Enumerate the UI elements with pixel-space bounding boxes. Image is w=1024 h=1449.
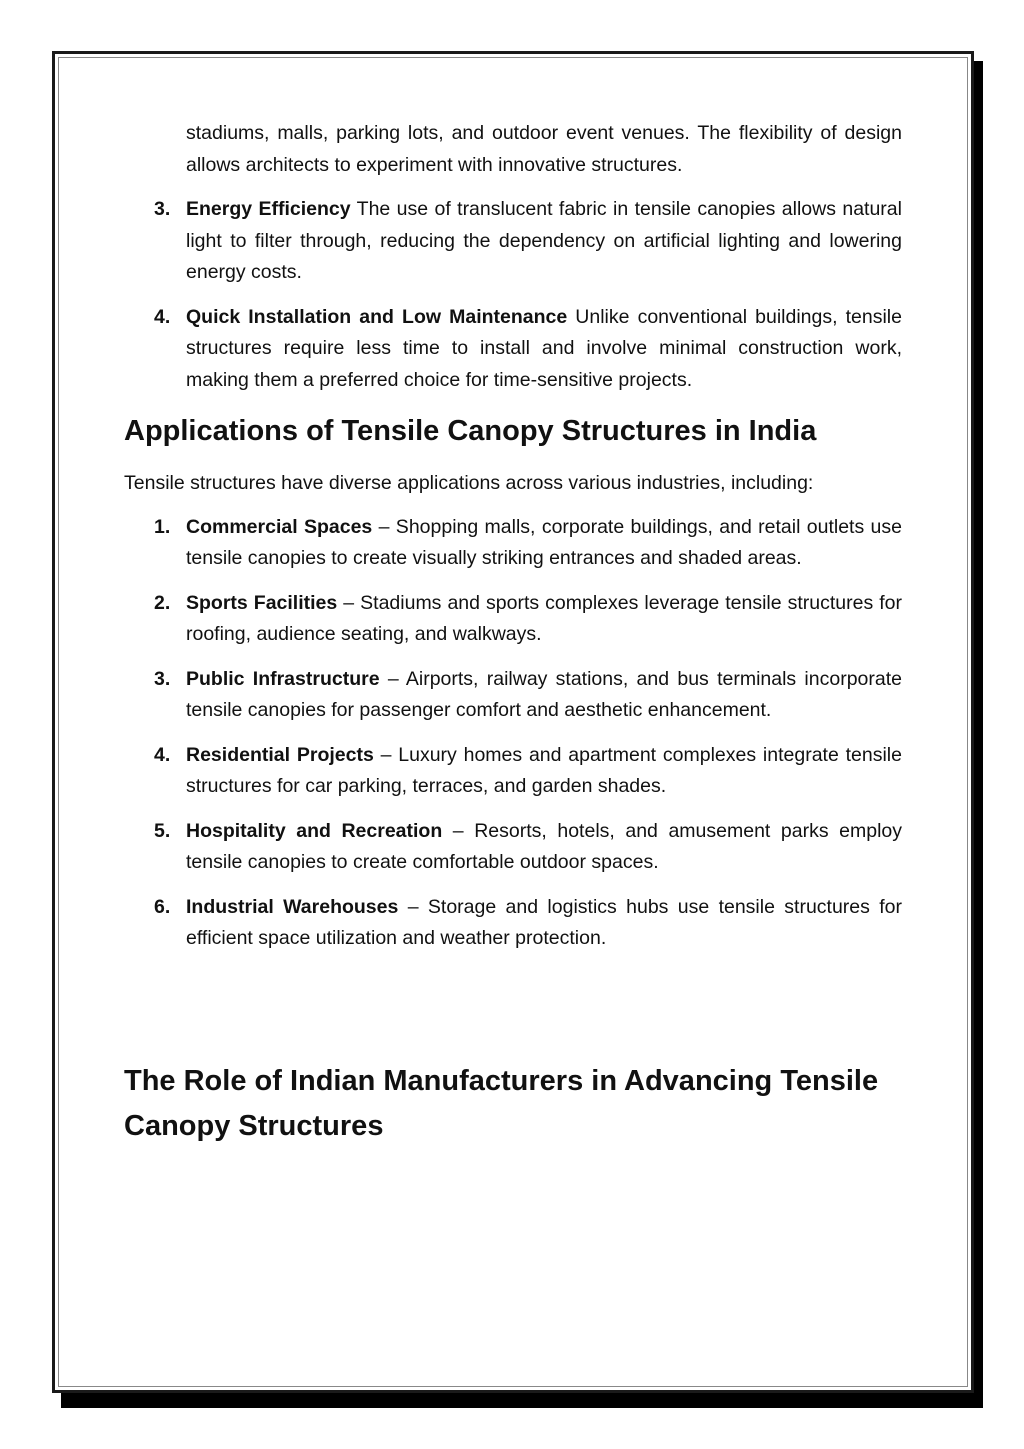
applications-list — [124, 512, 902, 955]
list-item-lead: Industrial Warehouses — [186, 895, 399, 918]
list-item — [124, 118, 902, 181]
list-item — [124, 740, 902, 803]
list-item — [124, 588, 902, 651]
list-item — [124, 664, 902, 727]
applications-heading: Applications of Tensile Canopy Structures in India — [124, 415, 817, 447]
list-item — [124, 194, 902, 289]
list-item — [124, 892, 902, 955]
list-item-text: stadiums, malls, parking lots, and outdoor event venues. The flexibility of design allows architects to experiment with innovative structures. — [186, 122, 902, 176]
list-item-lead: Hospitality and Recreation — [186, 819, 443, 842]
list-number: 3. — [154, 667, 171, 690]
list-item-text: – Storage and logistics hubs use tensile structures for efficient space utilization and weather protection. — [186, 895, 903, 949]
list-item-text: – Stadiums and sports complexes leverage tensile structures for roofing, audience seating, and walkways. — [186, 591, 902, 645]
list-item-lead: Residential Projects — [186, 743, 374, 766]
list-number: 3. — [154, 198, 171, 220]
list-item — [124, 302, 902, 397]
list-item-text: The use of translucent fabric in tensile canopies allows natural light to filter through, reducing the dependency on artificial lighting and lowering energy costs. — [186, 198, 902, 283]
list-item-lead: Energy Efficiency — [186, 198, 351, 220]
benefits-list-continued — [124, 118, 902, 396]
list-number: 2. — [154, 591, 171, 614]
list-item-lead: Quick Installation and Low Maintenance — [186, 305, 568, 328]
page-content — [124, 118, 902, 1149]
list-number: 4. — [154, 305, 171, 328]
list-item-lead: Public Infrastructure — [186, 667, 380, 690]
list-item-text: Unlike conventional buildings, tensile structures require less time to install and involve minimal construction work, making them a preferred choice for time-sensitive projects. — [186, 305, 902, 391]
list-item — [124, 816, 902, 879]
applications-intro: Tensile structures have diverse applications across various industries, including: — [124, 472, 814, 494]
list-item — [124, 512, 902, 575]
list-number: 6. — [154, 895, 171, 918]
list-item-text: – Luxury homes and apartment complexes integrate tensile structures for car parking, terraces, and garden shades. — [186, 743, 902, 797]
list-number: 5. — [154, 819, 171, 842]
list-item-lead: Commercial Spaces — [186, 515, 373, 538]
role-section-heading: The Role of Indian Manufacturers in Advancing Tensile Canopy Structures — [124, 1064, 879, 1142]
list-number: 1. — [154, 515, 171, 538]
list-item-text: – Shopping malls, corporate buildings, and retail outlets use tensile canopies to create visually striking entrances and shaded areas. — [186, 515, 902, 569]
list-item-text: – Airports, railway stations, and bus terminals incorporate tensile canopies for passenger comfort and aesthetic enhancement. — [186, 667, 902, 721]
list-item-lead: Sports Facilities — [186, 591, 338, 614]
list-item-text: – Resorts, hotels, and amusement parks employ tensile canopies to create comfortable outdoor spaces. — [186, 819, 902, 873]
list-number: 4. — [154, 743, 171, 766]
